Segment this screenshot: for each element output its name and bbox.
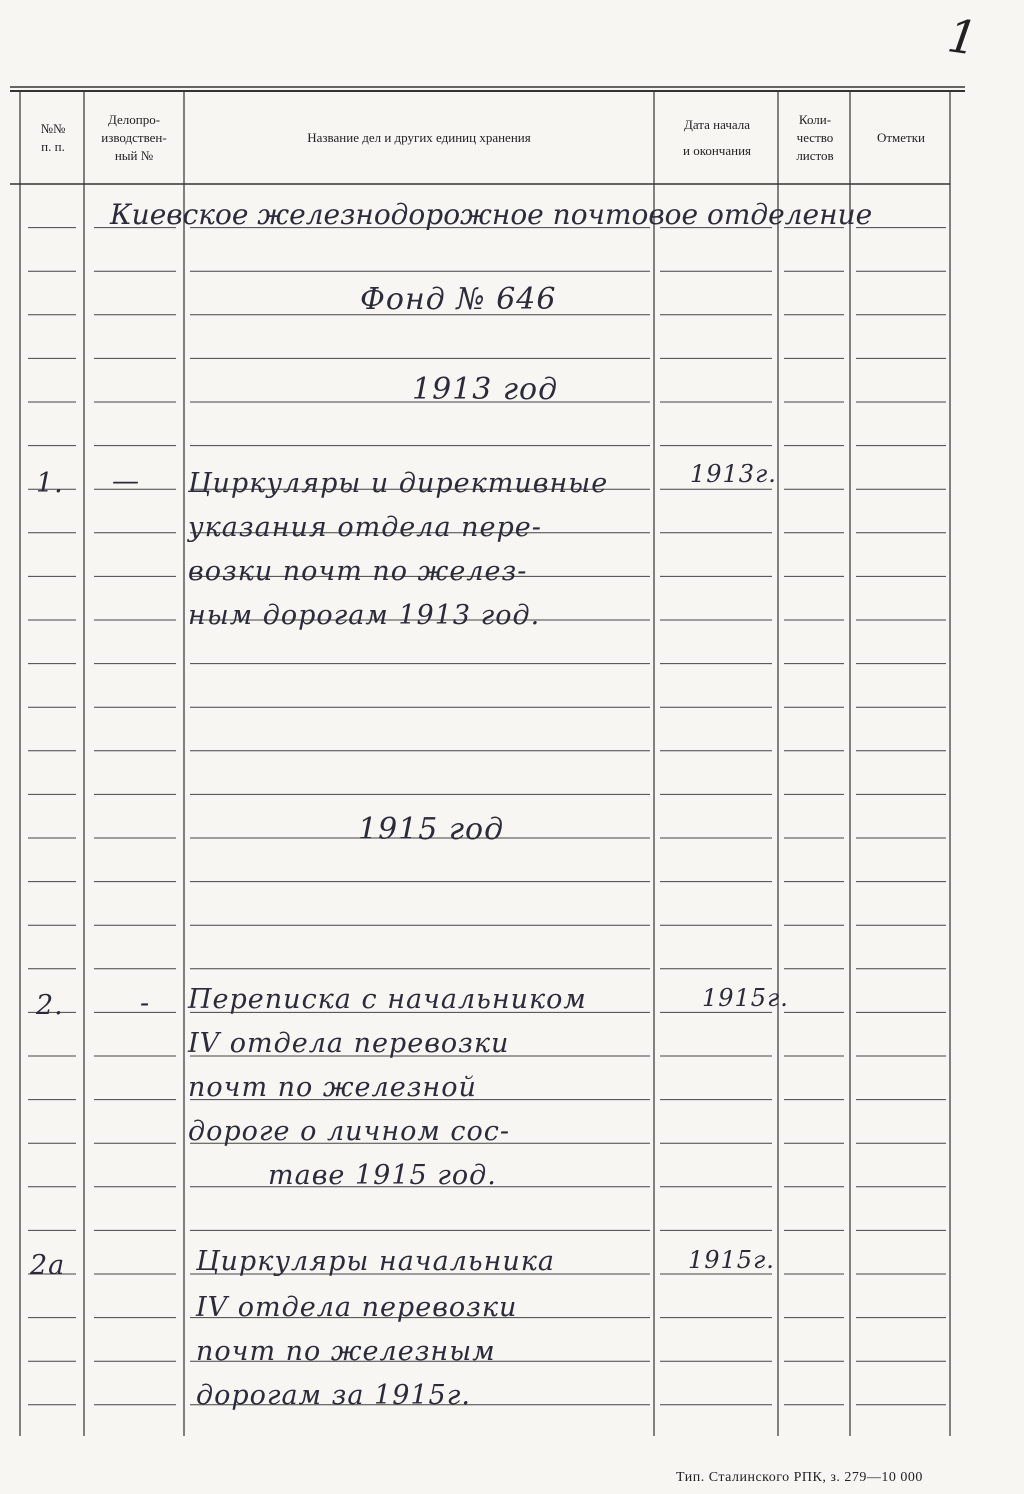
entry-2-title-line-4: дороге о личном сос-	[188, 1116, 510, 1147]
entry-2a-title-line-3: почт по железным	[196, 1336, 496, 1367]
fond-number: Фонд № 646	[360, 282, 557, 317]
institution-name: Киевское железнодорожное почтовое отделение	[110, 198, 873, 231]
entry-1-office-number: —	[112, 466, 140, 497]
entry-1-title-line-2: указания отдела пере-	[188, 512, 542, 543]
entry-1-number: 1.	[36, 468, 64, 499]
column-header-sheets: Коли- чество листов	[796, 112, 834, 163]
page-number: 1	[944, 8, 981, 66]
entry-2a-date: 1915г.	[688, 1246, 775, 1274]
entry-2-date: 1915г.	[702, 984, 789, 1012]
column-header-title: Название дел и других единиц хранения	[307, 130, 531, 145]
column-header-office-number: Делопро- изводствен- ный №	[101, 112, 167, 163]
entry-1-title-line-3: возки почт по желез-	[188, 556, 528, 587]
printer-imprint: Тип. Сталинского РПК, з. 279—10 000	[676, 1470, 923, 1485]
year-heading-1913: 1913 год	[412, 372, 559, 407]
entry-2a-title-line-2: IV отдела перевозки	[196, 1292, 518, 1323]
entry-2-title-line-2: IV отдела перевозки	[188, 1028, 510, 1059]
entry-1-title-line-4: ным дорогам 1913 год.	[188, 600, 541, 631]
entry-2-number: 2.	[36, 990, 64, 1021]
entry-2-title-line-5: таве 1915 год.	[268, 1160, 497, 1191]
column-header-number: №№ п. п.	[40, 121, 66, 154]
entry-2a-number: 2а	[30, 1250, 66, 1281]
entry-2-title-line-3: почт по железной	[188, 1072, 477, 1103]
entry-2-title-line-1: Переписка с начальником	[188, 984, 587, 1015]
column-header-notes: Отметки	[876, 130, 926, 145]
column-header-dates: Дата начала и окончания	[682, 117, 752, 158]
entry-1-title-line-1: Циркуляры и директивные	[188, 468, 609, 499]
entry-1-date: 1913г.	[690, 460, 777, 488]
year-heading-1915: 1915 год	[358, 812, 505, 847]
entry-2a-title-line-1: Циркуляры начальника	[196, 1246, 555, 1277]
entry-2-office-number: -	[140, 988, 151, 1019]
entry-2a-title-line-4: дорогам за 1915г.	[196, 1380, 471, 1411]
